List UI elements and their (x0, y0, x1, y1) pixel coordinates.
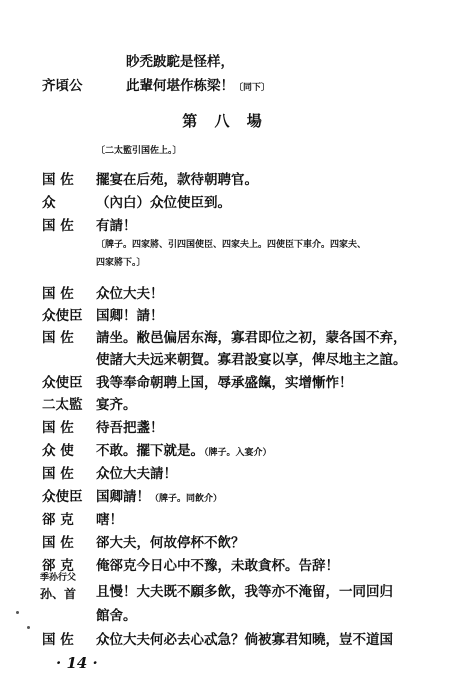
speaker: 国 佐 (42, 632, 74, 648)
speech: 俺郤克今日心中不豫，未敢貪杯。告辞！ (96, 558, 339, 574)
speech: 我等奉命朝聘上国，辱承盛餼，实增慚怍！ (96, 375, 353, 391)
speaker: 国 佐 (42, 420, 74, 436)
speech: 宴齐。 (96, 397, 137, 413)
speech (96, 439, 272, 459)
page-number: · 14 · (56, 654, 98, 672)
speaker: 国 佐 (42, 330, 74, 346)
speaker: 国 佐 (42, 466, 74, 482)
speech-text: 国卿請！ (96, 489, 150, 505)
speaker: 国 佐 (42, 218, 74, 234)
speech: 国卿！請！ (96, 308, 164, 324)
speech-continuation: 使諸大夫远来朝賀。寡君設宴以享，俾尽地主之誼。 (96, 352, 407, 368)
speaker: 众 (42, 195, 56, 211)
speech-text: 不敢。擺下就是。 (96, 443, 204, 459)
speech-continuation: 館舍。 (96, 608, 137, 624)
speaker: 众使臣 (42, 489, 83, 505)
speech: 待吾把盞！ (96, 420, 164, 436)
scene-title: 第 八 場 (182, 112, 268, 130)
stage-direction-1: 〔二太監引国佐上。〕 (96, 146, 182, 156)
speaker: 郤 克 (42, 558, 74, 574)
verse-line-1: 眇禿跛駝是怪样， (126, 54, 234, 70)
stage-direction-2a: 〔牌子。四家將、引四国使臣、四家夫上。四使臣下車介。四家夫、 (96, 240, 367, 250)
speech: 嗐！ (96, 512, 123, 528)
speaker: 国 佐 (42, 172, 74, 188)
stage-note: （牌子。同飲介） (150, 494, 223, 504)
speaker: 国 佐 (42, 286, 74, 302)
verse-speaker: 齐頃公 (42, 78, 83, 94)
speech (96, 485, 222, 505)
speaker: 众 使 (42, 443, 74, 459)
verse-line-2-note: 〔同下〕 (234, 83, 271, 93)
multi-speaker-line-2: 孙、首 (40, 587, 77, 601)
speck (16, 611, 19, 614)
verse-line-2 (126, 78, 270, 94)
speech: 郤大夫，何故停杯不飲？ (96, 535, 245, 551)
speech: 擺宴在后苑，款待朝聘官。 (96, 172, 258, 188)
speaker: 郤 克 (42, 512, 74, 528)
speech: 且慢！大夫既不願多飲，我等亦不淹留，一同回归 (96, 584, 393, 600)
speech: （內白）众位使臣到。 (96, 195, 231, 211)
speech: 众位大夫請！ (96, 466, 177, 482)
speck (27, 626, 30, 629)
stage-note: （牌子。入宴介） (204, 448, 272, 458)
speaker: 众使臣 (42, 375, 83, 391)
speech: 众位大夫！ (96, 286, 164, 302)
multi-speaker-line-1: 季孙行父 (40, 573, 77, 583)
speech: 請坐。敝邑偏居东海，寡君即位之初，蒙各国不弃， (96, 330, 407, 346)
stage-direction-2b: 四家將下。〕 (96, 258, 146, 268)
speech: 有請！ (96, 218, 137, 234)
speaker: 国 佐 (42, 535, 74, 551)
speaker: 众使臣 (42, 308, 83, 324)
speech: 众位大夫何必去心忒急？倘被寡君知曉，豈不道国 (96, 632, 393, 648)
verse-line-2-text: 此輩何堪作栋梁！ (126, 78, 234, 94)
speaker: 二太監 (42, 397, 83, 413)
